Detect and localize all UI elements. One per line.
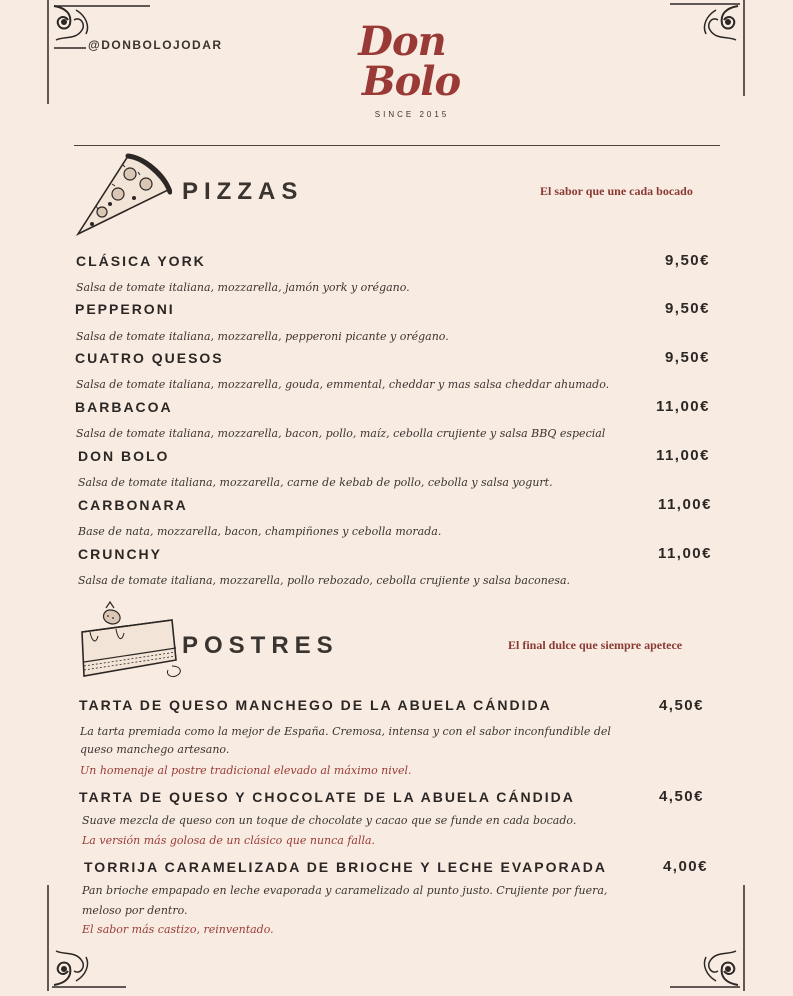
- pizza-item-price: 11,00€: [655, 447, 710, 464]
- pizza-item-name: CUATRO QUESOS: [75, 350, 224, 366]
- logo-text-bolo: Bolo: [361, 58, 461, 105]
- pizza-item-desc: Salsa de tomate italiana, mozzarella, pepperoni picante y orégano.: [76, 330, 449, 343]
- dessert-item-desc: La tarta premiada como la mejor de España. Cremosa, intensa y con el sabor inconfundible del: [80, 725, 611, 738]
- pizza-item-name: CLÁSICA YORK: [76, 253, 206, 269]
- dessert-item-desc: meloso por dentro.: [82, 904, 188, 917]
- pizza-item-price: 9,50€: [664, 349, 710, 366]
- dessert-item-name: TORRIJA CARAMELIZADA DE BRIOCHE Y LECHE EVAPORADA: [84, 859, 607, 875]
- dessert-item-price: 4,50€: [658, 697, 704, 714]
- instagram-handle: @DONBOLOJODAR: [88, 38, 223, 52]
- dessert-item-desc: queso manchego artesano.: [80, 743, 230, 756]
- dessert-item-accent: La versión más golosa de un clásico que nunca falla.: [82, 834, 376, 847]
- brand-logo: [330, 18, 480, 119]
- dessert-item-accent: Un homenaje al postre tradicional elevado al máximo nivel.: [80, 764, 412, 777]
- top-left-ornament-icon: [46, 0, 156, 110]
- cheesecake-slice-icon: [76, 600, 186, 682]
- pizza-item-name: CARBONARA: [78, 497, 188, 513]
- dessert-item-price: 4,00€: [662, 858, 708, 875]
- dessert-item-accent: El sabor más castizo, reinventado.: [82, 923, 274, 936]
- pizza-item-price: 11,00€: [657, 545, 712, 562]
- dessert-item-price: 4,50€: [658, 788, 704, 805]
- pizza-item-desc: Salsa de tomate italiana, mozzarella, gouda, emmental, cheddar y mas salsa cheddar ahumado.: [76, 378, 610, 391]
- pizza-item-name: CRUNCHY: [78, 546, 162, 562]
- pizza-item-name: DON BOLO: [78, 448, 170, 464]
- pizza-item-desc: Base de nata, mozzarella, bacon, champiñones y cebolla morada.: [78, 525, 442, 538]
- pizzas-title: PIZZAS: [182, 178, 304, 205]
- top-right-ornament-icon: [640, 0, 750, 110]
- pizza-item-desc: Salsa de tomate italiana, mozzarella, carne de kebab de pollo, cebolla y salsa yogurt.: [78, 476, 553, 489]
- pizza-item-name: BARBACOA: [75, 399, 173, 415]
- bottom-right-ornament-icon: [640, 881, 750, 991]
- dessert-item-name: TARTA DE QUESO Y CHOCOLATE DE LA ABUELA CÁNDIDA: [79, 789, 575, 805]
- dessert-item-name: TARTA DE QUESO MANCHEGO DE LA ABUELA CÁNDIDA: [79, 697, 552, 713]
- pizza-item-desc: Salsa de tomate italiana, mozzarella, pollo rebozado, cebolla crujiente y salsa baconesa.: [78, 574, 571, 587]
- postres-tagline: El final dulce que siempre apetece: [508, 638, 683, 652]
- logo-text-don: Don: [358, 18, 446, 65]
- pizza-item-price: 11,00€: [655, 398, 710, 415]
- dessert-item-desc: Pan brioche empapado en leche evaporada y caramelizado al punto justo. Crujiente por fuera,: [82, 884, 608, 897]
- pizza-item-price: 9,50€: [664, 300, 710, 317]
- pizza-item-desc: Salsa de tomate italiana, mozzarella, bacon, pollo, maíz, cebolla crujiente y salsa BBQ especial: [76, 427, 606, 440]
- pizza-item-price: 9,50€: [664, 252, 710, 269]
- header-divider: [74, 145, 720, 146]
- pizza-item-desc: Salsa de tomate italiana, mozzarella, jamón york y orégano.: [76, 281, 410, 294]
- logo-since: SINCE 2015: [374, 110, 450, 119]
- postres-title: POSTRES: [182, 632, 339, 659]
- pizza-item-price: 11,00€: [657, 496, 712, 513]
- pizza-item-name: PEPPERONI: [75, 301, 175, 317]
- pizza-slice-icon: [72, 150, 172, 240]
- pizzas-tagline: El sabor que une cada bocado: [540, 184, 693, 198]
- dessert-item-desc: Suave mezcla de queso con un toque de chocolate y cacao que se funde en cada bocado.: [82, 814, 577, 827]
